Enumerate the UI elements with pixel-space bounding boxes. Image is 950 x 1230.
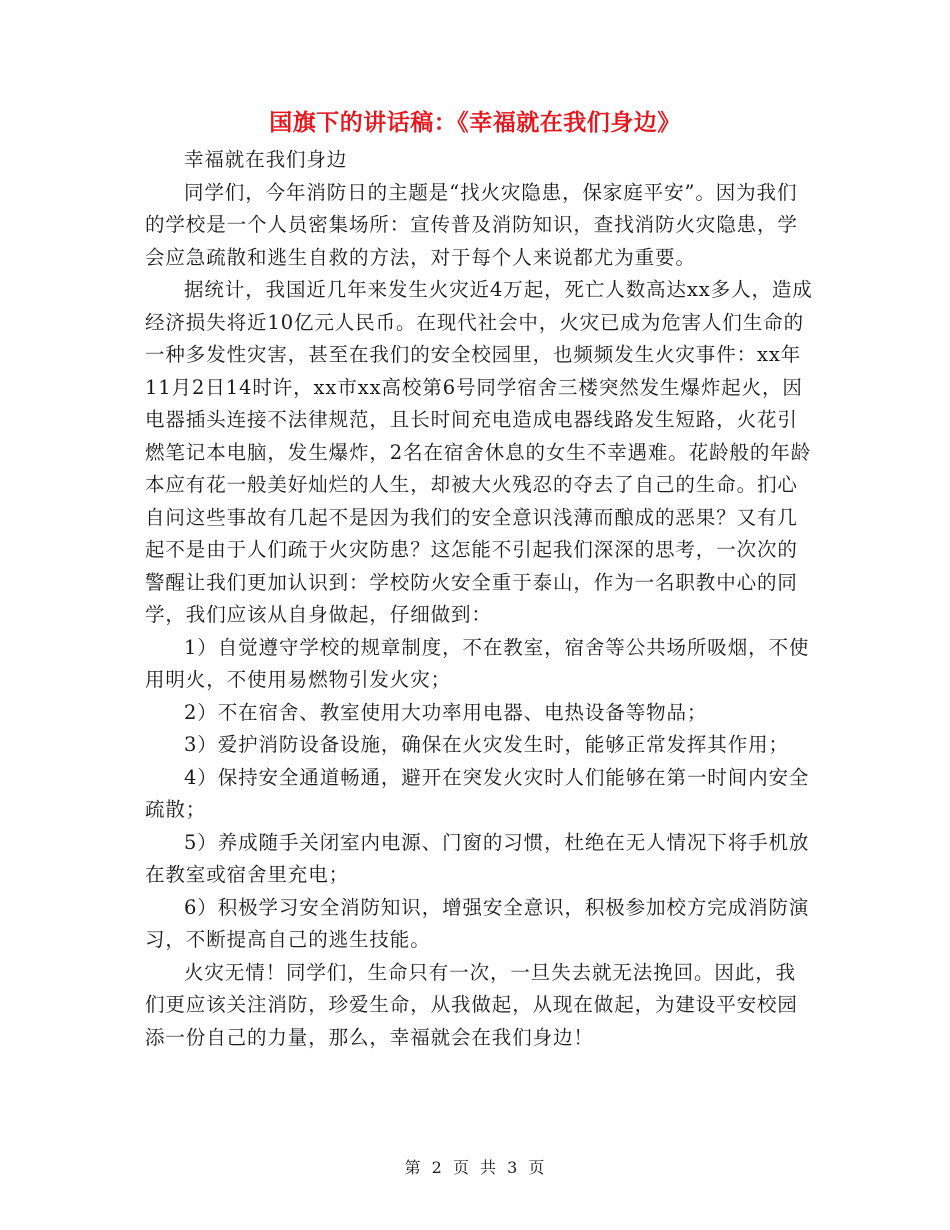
list-item-4: 4）保持安全通道畅通，避开在突发火灾时人们能够在第一时间内安全疏散； xyxy=(145,765,810,821)
document-title: 国旗下的讲话稿：《幸福就在我们身边》 xyxy=(269,110,681,136)
list-item-6: 6）积极学习安全消防知识，增强安全意识，积极参加校方完成消防演习，不断提高自己的逃生技能。 xyxy=(145,895,810,951)
list-item-5: 5）养成随手关闭室内电源、门窗的习惯，杜绝在无人情况下将手机放在教室或宿舍里充电； xyxy=(145,830,810,886)
paragraph-statistics: 据统计，我国近几年来发生火灾近4万起，死亡人数高达xx多人，造成经济损失将近10亿元人民币。在现代社会中，火灾已成为危害人们生命的一种多发性灾害，甚至在我们的安全校园里，也频频发生火灾事件：xx年11月2日14时许，xx市xx高校第6号同学宿舍三楼突然发生爆炸起火，因电器插头连接不法律规范，且长时间充电造成电器线路发生短路，火花引燃笔记本电脑，发生爆炸，2名在宿舍休息的女生不幸遇难。花龄般的年龄本应有花一般美好灿烂的人生，却被大火残忍的夺去了自己的生命。扪心自问这些事故有几起不是因为我们的安全意识浅薄而酿成的恶果？又有几起不是由于人们疏于火灾防患？这怎能不引起我们深深的思考，一次次的警醒让我们更加认识到：学校防火安全重于泰山，作为一名职教中心的同学，我们应该从自身做起，仔细做到： xyxy=(145,278,813,626)
list-item-2: 2）不在宿舍、教室使用大功率用电器、电热设备等物品； xyxy=(184,700,708,724)
paragraph-conclusion: 火灾无情！同学们，生命只有一次，一旦失去就无法挽回。因此，我们更应该关注消防，珍爱生命，从我做起，从现在做起，为建设平安校园添一份自己的力量，那么，幸福就会在我们身边！ xyxy=(145,960,798,1049)
paragraph-intro: 同学们，今年消防日的主题是“找火灾隐患，保家庭平安”。因为我们的学校是一个人员密集场所：宣传普及消防知识，查找消防火灾隐患，学会应急疏散和逃生自救的方法，对于每个人来说都尤为重要。 xyxy=(145,180,798,269)
list-item-1: 1）自觉遵守学校的规章制度，不在教室，宿舍等公共场所吸烟，不使用明火，不使用易燃物引发火灾； xyxy=(145,635,810,691)
page-number-footer: 第 2 页 共 3 页 xyxy=(404,1158,546,1177)
list-item-3: 3）爱护消防设备设施，确保在火灾发生时，能够正常发挥其作用； xyxy=(184,733,789,756)
document-body xyxy=(145,144,813,1054)
paragraph-subtitle: 幸福就在我们身边 xyxy=(184,148,348,171)
